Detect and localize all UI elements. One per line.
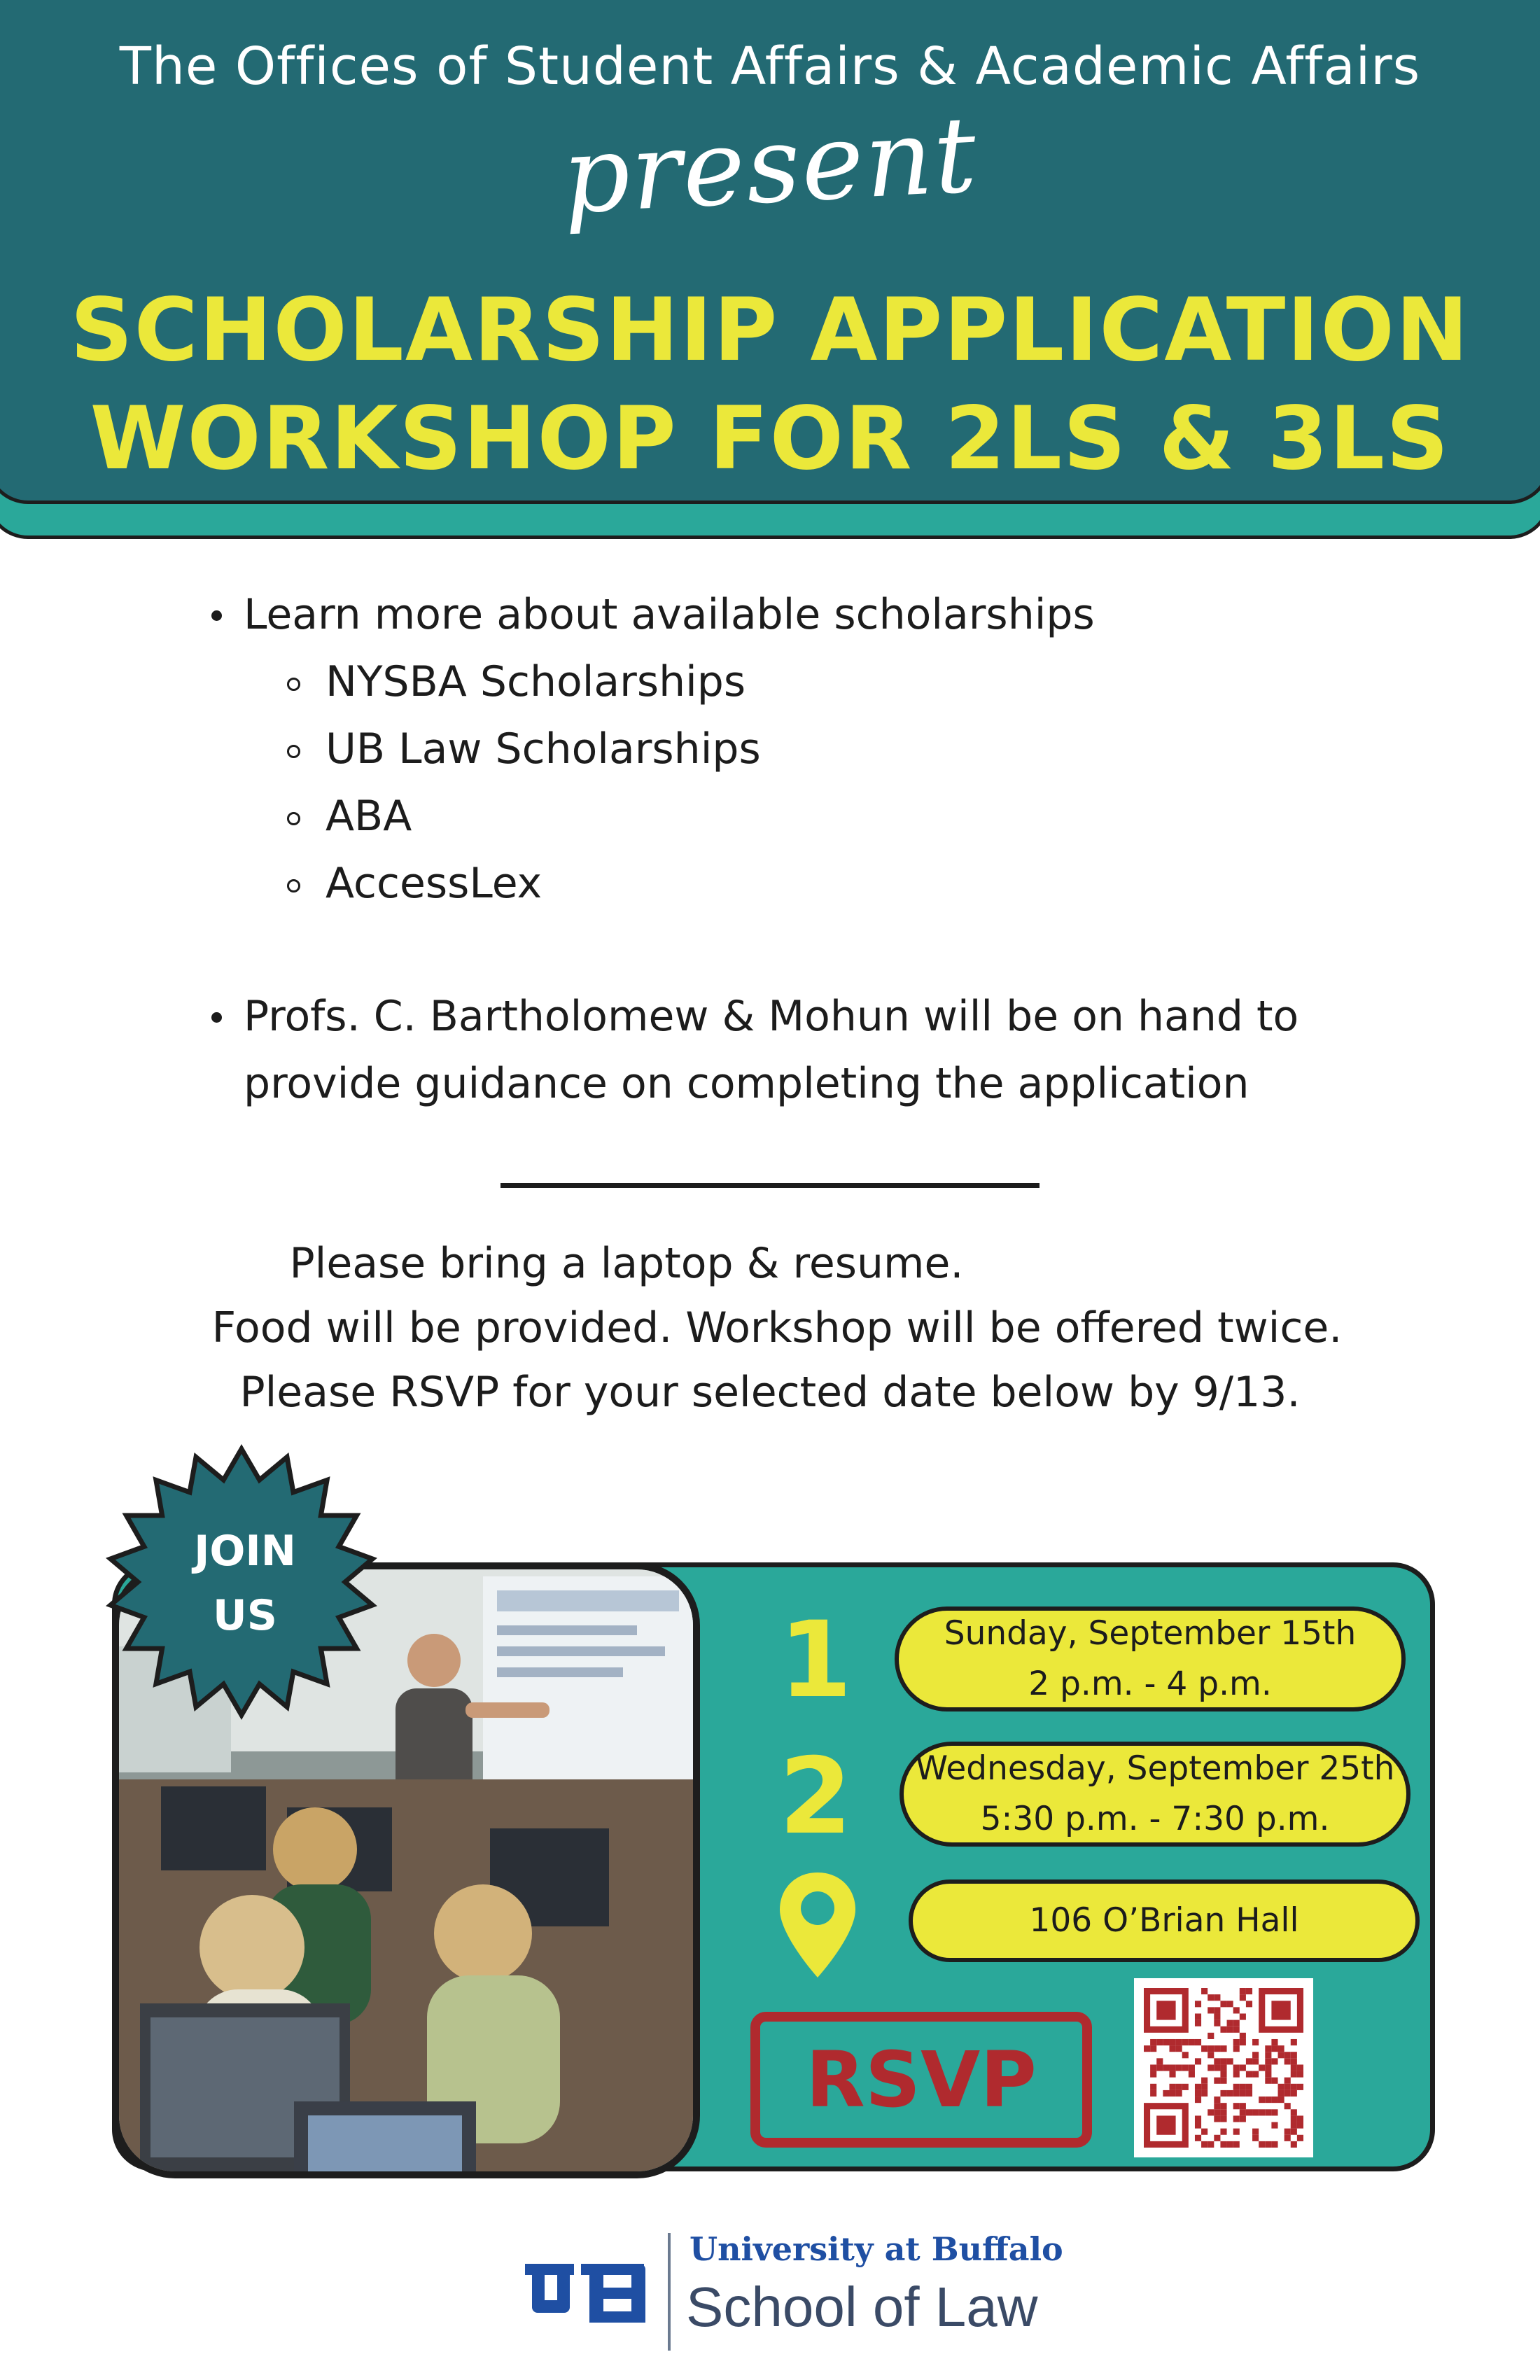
session-2-time: 5:30 p.m. - 7:30 p.m. <box>980 1800 1330 1838</box>
title-line-1: SCHOLARSHIP APPLICATION <box>70 280 1470 381</box>
university-name: University at Buffalo <box>690 2230 1063 2268</box>
qr-code-icon <box>1144 1988 1303 2148</box>
sub-item-aba: ABA <box>326 792 412 841</box>
sub-bullet-ring <box>287 678 300 691</box>
session-1-time: 2 p.m. - 4 p.m. <box>1028 1665 1272 1703</box>
school-name: School of Law <box>686 2276 1038 2338</box>
sub-item-nysba: NYSBA Scholarships <box>326 657 746 706</box>
session-1-number: 1 <box>778 1600 853 1721</box>
note-rsvp-deadline: Please RSVP for your selected date below by 9/13. <box>239 1368 1301 1417</box>
bullet-dot <box>211 1012 222 1023</box>
session-2-pill <box>899 1742 1410 1847</box>
session-2-number: 2 <box>778 1736 853 1858</box>
rsvp-button[interactable]: RSVP <box>750 2012 1092 2148</box>
ub-logo-icon <box>525 2264 651 2323</box>
sub-item-accesslex: AccessLex <box>326 859 542 908</box>
bullet-learn-more: Learn more about available scholarships <box>244 590 1095 639</box>
join-text-line-2: US <box>213 1591 277 1640</box>
note-food: Food will be provided. Workshop will be offered twice. <box>211 1303 1343 1352</box>
bullet-profs-line-1: Profs. C. Bartholomew & Mohun will be on hand to <box>244 992 1299 1041</box>
bullet-dot <box>211 610 222 621</box>
session-2-day: Wednesday, September 25th <box>915 1749 1395 1788</box>
join-text-line-1: JOIN <box>194 1527 296 1576</box>
bullet-profs-line-2: provide guidance on completing the application <box>244 1059 1250 1108</box>
session-1-pill <box>895 1606 1406 1712</box>
sub-bullet-ring <box>287 745 300 758</box>
present-script: present <box>559 94 981 238</box>
sub-bullet-ring <box>287 879 300 892</box>
section-divider <box>500 1183 1040 1188</box>
map-pin-icon <box>776 1869 860 1981</box>
session-1-day: Sunday, September 15th <box>944 1614 1357 1653</box>
note-laptop: Please bring a laptop & resume. <box>289 1239 964 1288</box>
location-pill <box>909 1879 1420 1962</box>
join-us-badge <box>147 1519 343 1648</box>
sub-item-ub-law: UB Law Scholarships <box>326 724 761 774</box>
rsvp-qr-code[interactable] <box>1134 1978 1313 2157</box>
sub-bullet-ring <box>287 812 300 825</box>
footer-divider <box>668 2233 671 2351</box>
organizer-line: The Offices of Student Affairs & Academic Affairs <box>119 36 1421 97</box>
location-label: 106 O’Brian Hall <box>1029 1901 1299 1940</box>
title-line-2: WORKSHOP FOR 2LS & 3LS <box>90 388 1450 489</box>
